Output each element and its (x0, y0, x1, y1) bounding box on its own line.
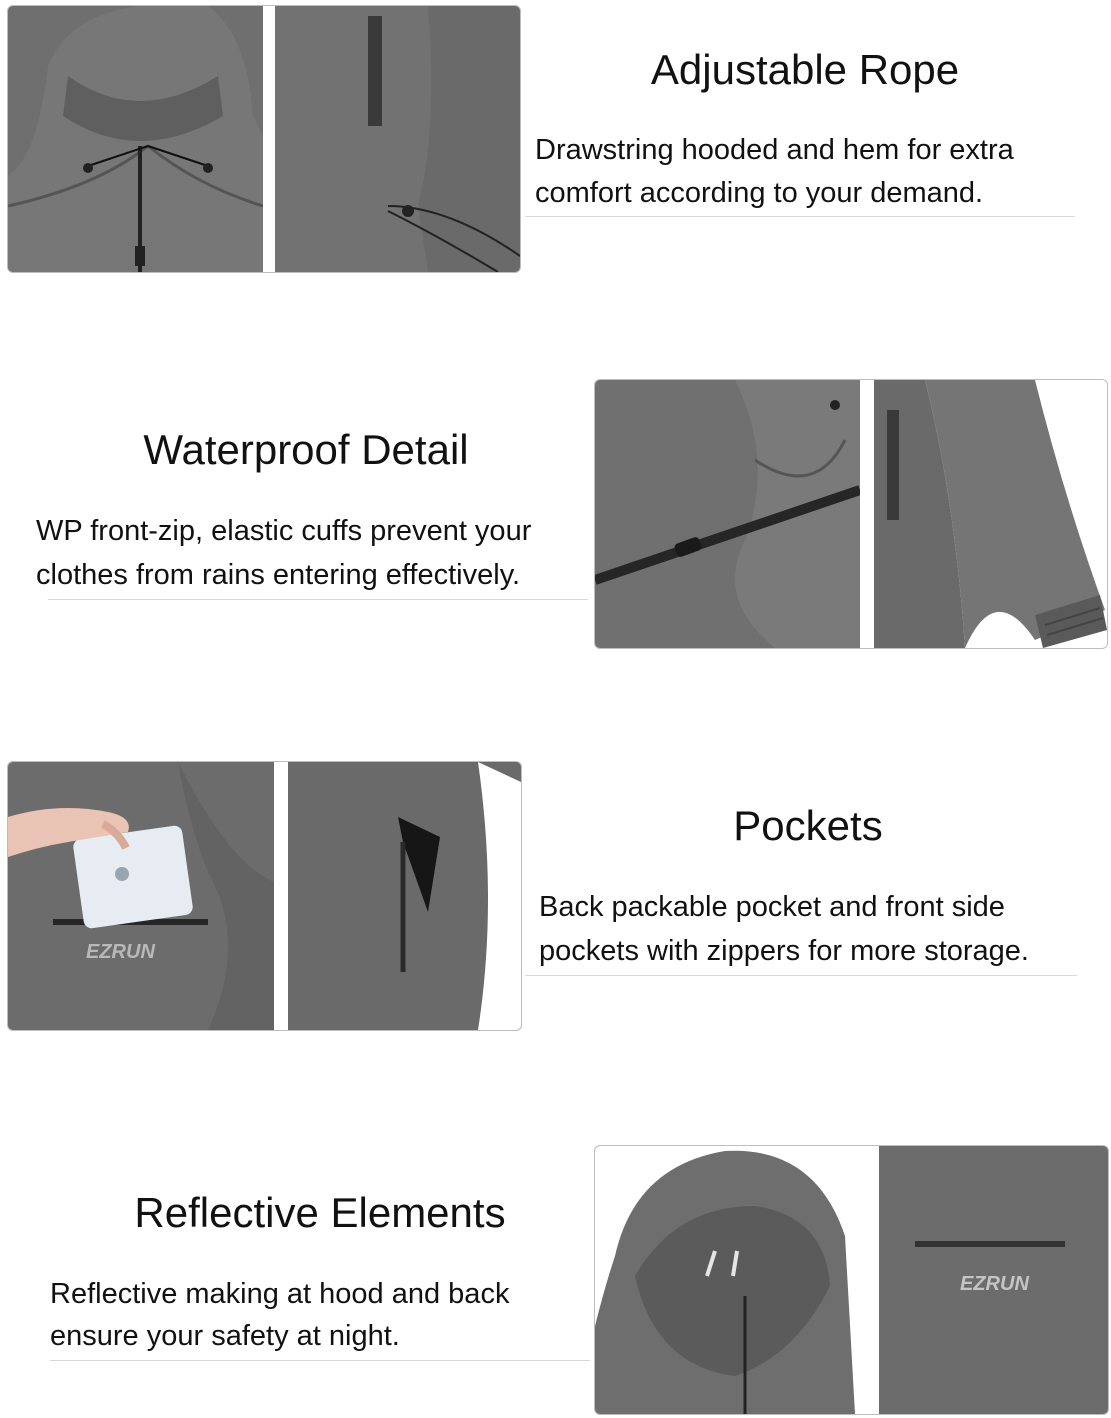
pockets-title: Pockets (733, 802, 883, 849)
reflective-elements-desc-line1: Reflective making at hood and back (50, 1278, 510, 1310)
waterproof-detail-desc-line1: WP front-zip, elastic cuffs prevent your (36, 515, 532, 547)
reflective-elements-image (594, 1145, 1109, 1415)
pockets-image (7, 761, 522, 1031)
pockets-logo: EZRUN (86, 941, 155, 963)
adjustable-rope-desc-line1: Drawstring hooded and hem for extra (535, 134, 1014, 166)
adjustable-rope-divider (525, 216, 1075, 217)
waterproof-detail-divider (48, 599, 588, 600)
pockets-desc-line1: Back packable pocket and front side (539, 891, 1005, 923)
waterproof-detail-desc-line2: clothes from rains entering effectively. (36, 559, 521, 591)
adjustable-rope-desc-line2: comfort according to your demand. (535, 177, 984, 209)
waterproof-detail-title: Waterproof Detail (143, 426, 469, 473)
adjustable-rope-title: Adjustable Rope (650, 46, 960, 93)
reflective-elements-divider (50, 1360, 590, 1361)
pockets-divider (525, 975, 1077, 976)
reflective-elements-title: Reflective Elements (134, 1189, 506, 1236)
reflective-logo: EZRUN (960, 1273, 1029, 1295)
reflective-elements-desc-line2: ensure your safety at night. (50, 1320, 400, 1352)
pockets-desc-line2: pockets with zippers for more storage. (539, 935, 1029, 967)
waterproof-detail-image (594, 379, 1108, 649)
adjustable-rope-image (7, 5, 521, 273)
